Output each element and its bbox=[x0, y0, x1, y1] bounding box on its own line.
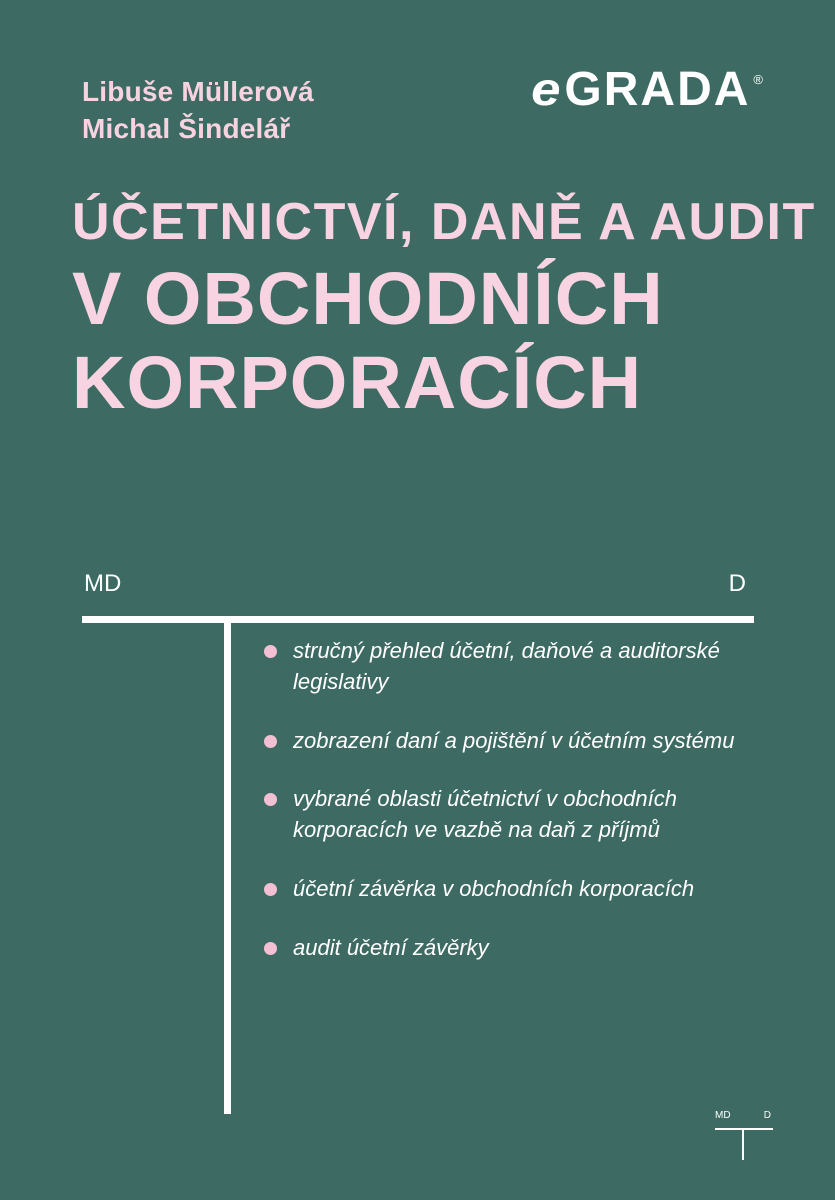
t-account-vertical-rule bbox=[224, 616, 231, 1114]
list-item-label: vybrané oblasti účetnictví v obchodních korporacích ve vazbě na daň z příjmů bbox=[293, 786, 678, 843]
list-item bbox=[264, 933, 754, 964]
list-item-label: audit účetní závěrky bbox=[293, 934, 489, 960]
bullet-dot-icon bbox=[264, 883, 277, 896]
t-account-credit-label: D bbox=[728, 570, 746, 597]
bullet-dot-icon bbox=[264, 942, 277, 955]
title-line-2: V OBCHODNÍCH bbox=[72, 257, 664, 340]
mini-t-account-debit-label: MD bbox=[715, 1110, 731, 1121]
mini-t-account-graphic bbox=[715, 1110, 773, 1162]
list-item bbox=[264, 726, 754, 757]
feature-list bbox=[264, 636, 754, 992]
grada-mark-icon: e bbox=[530, 63, 561, 115]
authors-block bbox=[82, 74, 314, 148]
book-title bbox=[72, 193, 816, 424]
list-item-label: zobrazení daní a pojištění v účetním systému bbox=[293, 727, 735, 753]
mini-t-account-labels bbox=[715, 1110, 773, 1124]
mini-t-account-vertical-rule bbox=[742, 1128, 744, 1160]
mini-t-account-credit-label: D bbox=[763, 1110, 771, 1121]
publisher-name: GRADA bbox=[564, 63, 751, 116]
mini-t-account-horizontal-rule bbox=[715, 1128, 773, 1130]
list-item bbox=[264, 636, 754, 698]
list-item bbox=[264, 874, 754, 905]
title-line-1: ÚČETNICTVÍ, DANĚ A AUDIT bbox=[72, 193, 816, 251]
author-name-2: Michal Šindelář bbox=[82, 112, 291, 144]
list-item-label: účetní závěrka v obchodních korporacích bbox=[293, 875, 695, 901]
bullet-dot-icon bbox=[264, 793, 277, 806]
registered-trademark-icon: ® bbox=[753, 72, 763, 87]
t-account-graphic bbox=[82, 570, 754, 1070]
publisher-logo bbox=[530, 63, 763, 116]
bullet-dot-icon bbox=[264, 735, 277, 748]
bullet-dot-icon bbox=[264, 645, 277, 658]
t-account-labels bbox=[82, 570, 754, 604]
t-account-horizontal-rule bbox=[82, 616, 754, 623]
list-item bbox=[264, 784, 754, 846]
title-line-3: KORPORACÍCH bbox=[72, 341, 643, 424]
author-name-1: Libuše Müllerová bbox=[82, 76, 314, 107]
t-account-debit-label: MD bbox=[84, 570, 122, 597]
list-item-label: stručný přehled účetní, daňové a auditorské legislativy bbox=[293, 638, 720, 694]
